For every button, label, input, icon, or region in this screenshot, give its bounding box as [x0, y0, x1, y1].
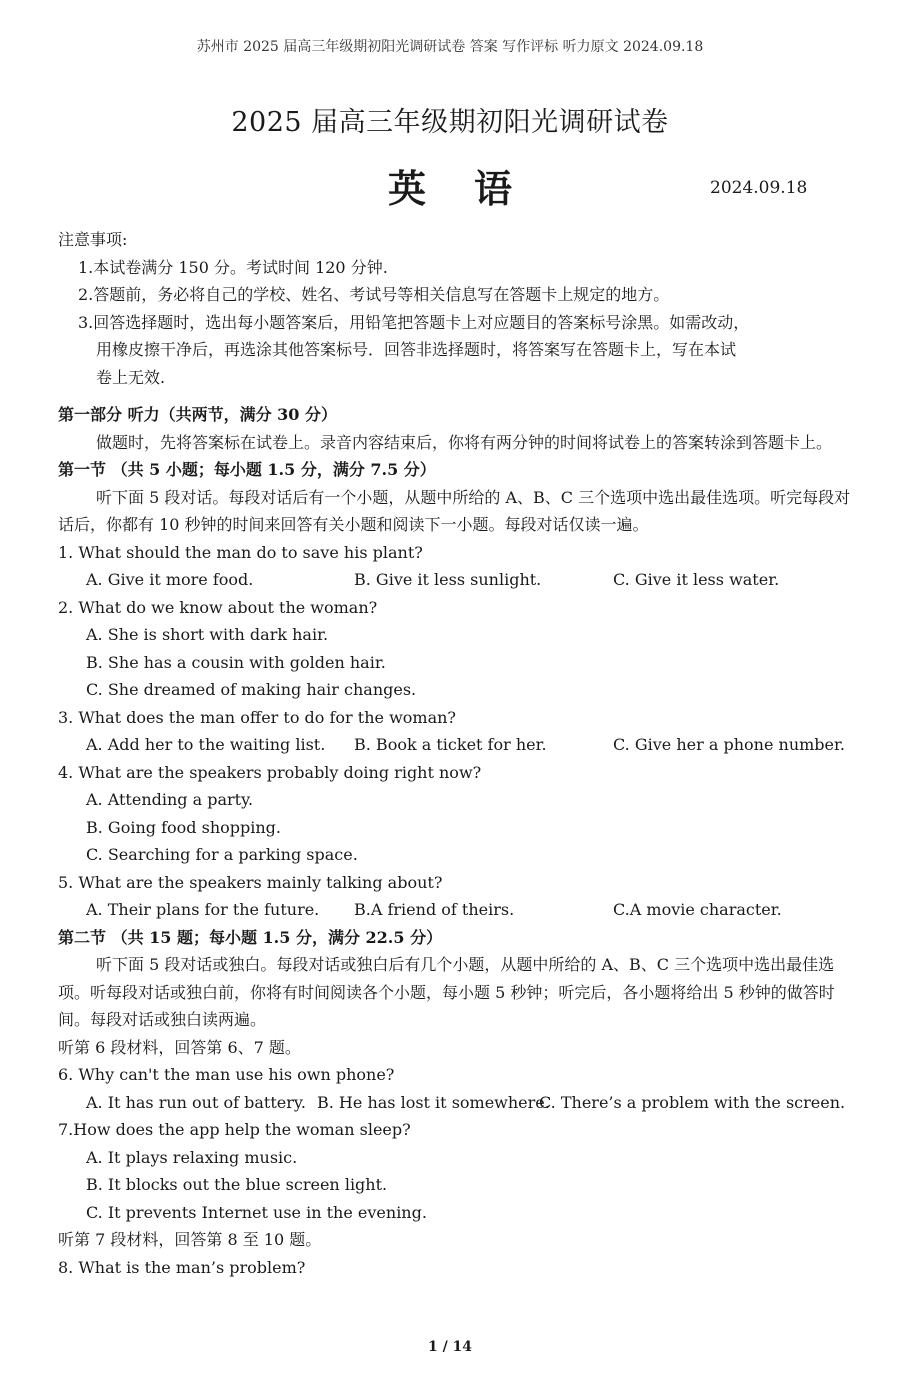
exam-content [58, 226, 858, 1281]
question-5-option-b: B.A friend of theirs. [354, 900, 515, 919]
page-header: 苏州市 2025 届高三年级期初阳光调研试卷 答案 写作评标 听力原文 2024.09.18 [196, 39, 704, 55]
question-5-stem: 5. What are the speakers mainly talking about? [58, 872, 443, 892]
question-2-option-c: C. She dreamed of making hair changes. [86, 680, 417, 699]
page-number: 1 / 14 [427, 1339, 473, 1355]
question-7-option-b: B. It blocks out the blue screen light. [86, 1175, 388, 1194]
question-4-option-b: B. Going food shopping. [86, 817, 281, 837]
question-6-options [58, 1089, 858, 1117]
notice-heading: 注意事项: [58, 230, 128, 249]
notice-item-1: 1.本试卷满分 150 分。考试时间 120 分钟. [78, 257, 388, 277]
question-7-stem: 7.How does the app help the woman sleep? [58, 1120, 411, 1139]
material-6-note: 听第 6 段材料，回答第 6、7 题。 [58, 1037, 301, 1057]
question-3-stem: 3. What does the man offer to do for the woman? [58, 707, 456, 727]
question-5-option-a: A. Their plans for the future. [86, 900, 320, 919]
notice-item-3-line3: 卷上无效. [96, 367, 166, 387]
question-5-options [58, 896, 858, 924]
section2-instruction: 听下面 5 段对话或独白。每段对话或独白后有几个小题，从题中所给的 A、B、C 三个选项中选出最佳选项。听每段对话或独白前，你将有时间阅读各个小题，每小题 5 秒钟；听完后，各小题将给出 5 秒钟的做答时间。每段对话或独白读两遍。 [58, 955, 835, 1029]
question-6-stem: 6. Why can't the man use his own phone? [58, 1065, 395, 1084]
question-1-options [58, 566, 858, 594]
question-7-option-c: C. It prevents Internet use in the evening. [86, 1202, 427, 1222]
section1-instruction: 听下面 5 段对话。每段对话后有一个小题，从题中所给的 A、B、C 三个选项中选出最佳选项。听完每段对话后，你都有 10 秒钟的时间来回答有关小题和阅读下一小题。每段对话仅读一遍。 [58, 487, 851, 534]
question-4-option-c: C. Searching for a parking space. [86, 845, 358, 864]
part1-heading: 第一部分 听力（共两节，满分 30 分） [58, 405, 337, 424]
notice-item-3-line2: 用橡皮擦干净后，再选涂其他答案标号．回答非选择题时，将答案写在答题卡上，写在本试 [96, 340, 737, 359]
question-1-stem: 1. What should the man do to save his plant? [58, 542, 423, 562]
section1-heading: 第一节 （共 5 小题；每小题 1.5 分，满分 7.5 分） [58, 460, 436, 479]
material-7-note: 听第 7 段材料，回答第 8 至 10 题。 [58, 1230, 322, 1249]
question-3-option-c: C. Give her a phone number. [613, 735, 845, 754]
question-6-option-a: A. It has run out of battery. [86, 1092, 306, 1112]
question-1-option-b: B. Give it less sunlight. [354, 570, 542, 589]
question-4-stem: 4. What are the speakers probably doing right now? [58, 762, 482, 782]
question-4-option-a: A. Attending a party. [86, 790, 254, 809]
question-2-option-a: A. She is short with dark hair. [86, 625, 329, 644]
subject-title: 英语 [387, 166, 560, 211]
section2-heading: 第二节 （共 15 题；每小题 1.5 分，满分 22.5 分） [58, 927, 443, 947]
question-2-option-b: B. She has a cousin with golden hair. [86, 652, 386, 672]
notice-item-3-line1: 3.回答选择题时，选出每小题答案后，用铅笔把答题卡上对应题目的答案标号涂黑。如需改动， [78, 312, 750, 332]
question-1-option-a: A. Give it more food. [86, 570, 254, 589]
question-2-stem: 2. What do we know about the woman? [58, 597, 378, 617]
part1-instruction: 做题时，先将答案标在试卷上。录音内容结束后，你将有两分钟的时间将试卷上的答案转涂到答题卡上。 [96, 432, 833, 452]
question-1-option-c: C. Give it less water. [613, 570, 780, 589]
question-6-option-c: C. There’s a problem with the screen. [539, 1092, 846, 1112]
exam-date: 2024.09.18 [710, 178, 808, 198]
question-8-stem: 8. What is the man’s problem? [58, 1257, 306, 1277]
question-3-option-a: A. Add her to the waiting list. [86, 735, 326, 754]
exam-title: 2025 届高三年级期初阳光调研试卷 [231, 107, 669, 138]
question-6-option-b: B. He has lost it somewhere. [317, 1092, 550, 1112]
notice-item-2: 2.答题前，务必将自己的学校、姓名、考试号等相关信息写在答题卡上规定的地方。 [78, 285, 670, 304]
question-3-options [58, 731, 858, 759]
question-3-option-b: B. Book a ticket for her. [354, 735, 547, 754]
question-7-option-a: A. It plays relaxing music. [86, 1147, 298, 1167]
question-5-option-c: C.A movie character. [613, 900, 782, 919]
